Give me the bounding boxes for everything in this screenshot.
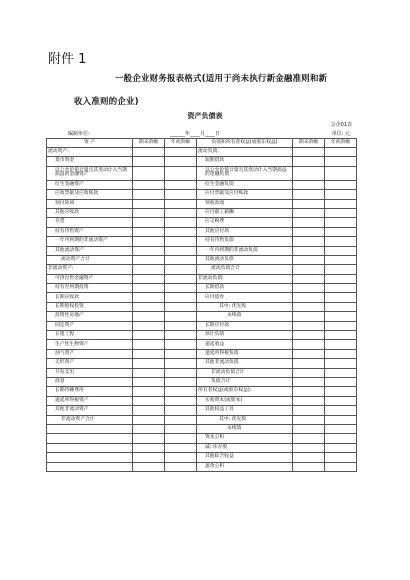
asset-item: 可供出售金融资产	[47, 274, 133, 283]
liability-item: 其中: 优先股	[197, 302, 293, 311]
asset-opening-cell	[165, 255, 197, 264]
liability-item: 递延收益	[197, 340, 293, 349]
asset-closing-cell	[133, 340, 165, 349]
liability-closing-cell	[293, 368, 325, 377]
table-row	[47, 293, 357, 302]
liability-item: 其他应付款	[197, 227, 293, 236]
asset-item: 非流动资产:	[47, 265, 133, 274]
asset-opening-cell	[165, 368, 197, 377]
liability-closing-cell	[293, 274, 325, 283]
asset-opening-cell	[165, 227, 197, 236]
liability-closing-cell	[293, 255, 325, 264]
asset-item: 持有待售资产	[47, 227, 133, 236]
liability-opening-cell	[325, 166, 357, 180]
document-title-line2: 收入准则的企业)	[74, 96, 139, 106]
header-asset-closing-balance: 期末余额	[133, 139, 165, 148]
asset-item: 递延所得税资产	[47, 396, 133, 405]
asset-closing-cell	[133, 462, 165, 471]
table-row	[47, 190, 357, 199]
header-assets: 资 产	[47, 139, 133, 148]
liability-item: 盈余公积	[197, 462, 293, 471]
asset-opening-cell	[165, 274, 197, 283]
asset-closing-cell	[133, 218, 165, 227]
liability-opening-cell	[325, 293, 357, 302]
asset-opening-cell	[165, 349, 197, 358]
table-row	[47, 284, 357, 293]
asset-opening-cell	[165, 218, 197, 227]
liability-item: 实收资本(或股本)	[197, 396, 293, 405]
liability-opening-cell	[325, 255, 357, 264]
liability-opening-cell	[325, 208, 357, 217]
liability-item: 其中: 优先股	[197, 415, 293, 424]
liability-opening-cell	[325, 284, 357, 293]
liability-closing-cell	[293, 302, 325, 311]
liability-opening-cell	[325, 331, 357, 340]
table-header-row	[47, 139, 357, 148]
asset-closing-cell	[133, 434, 165, 443]
liability-item: 一年内到期的非流动负债	[197, 246, 293, 255]
asset-item: 其他应收款	[47, 208, 133, 217]
liability-opening-cell	[325, 462, 357, 471]
asset-item: 无形资产	[47, 359, 133, 368]
liability-item: 应交税费	[197, 218, 293, 227]
liability-opening-cell	[325, 157, 357, 166]
liability-opening-cell	[325, 443, 357, 452]
asset-closing-cell	[133, 359, 165, 368]
liability-closing-cell	[293, 312, 325, 321]
statement-title: 资产负债表	[187, 112, 223, 120]
asset-closing-cell	[133, 190, 165, 199]
table-row	[47, 462, 357, 471]
asset-closing-cell	[133, 227, 165, 236]
liability-closing-cell	[293, 190, 325, 199]
table-row	[47, 340, 357, 349]
liability-opening-cell	[325, 265, 357, 274]
liability-opening-cell	[325, 321, 357, 330]
asset-item: 货币资金	[47, 157, 133, 166]
asset-opening-cell	[165, 406, 197, 415]
asset-opening-cell	[165, 462, 197, 471]
liability-item: 递延所得税负债	[197, 349, 293, 358]
liability-item: 资本公积	[197, 434, 293, 443]
asset-opening-cell	[165, 453, 197, 462]
liability-opening-cell	[325, 340, 357, 349]
currency-unit-label: 单位: 元	[331, 131, 350, 137]
liability-closing-cell	[293, 208, 325, 217]
liability-item: 减: 库存股	[197, 443, 293, 452]
liability-opening-cell	[325, 377, 357, 386]
asset-closing-cell	[133, 293, 165, 302]
table-row	[47, 255, 357, 264]
liability-item: 应付职工薪酬	[197, 208, 293, 217]
table-row	[47, 321, 357, 330]
asset-item	[47, 443, 133, 452]
liability-opening-cell	[325, 199, 357, 208]
liability-opening-cell	[325, 246, 357, 255]
liability-closing-cell	[293, 180, 325, 189]
asset-opening-cell	[165, 208, 197, 217]
asset-opening-cell	[165, 265, 197, 274]
liability-opening-cell	[325, 218, 357, 227]
liability-opening-cell	[325, 237, 357, 246]
liability-item: 以公允价值计量且其变动计入当期损益的金融负债	[197, 166, 293, 180]
asset-opening-cell	[165, 190, 197, 199]
table-row	[47, 331, 357, 340]
asset-opening-cell	[165, 331, 197, 340]
table-row	[47, 368, 357, 377]
asset-closing-cell	[133, 377, 165, 386]
liability-item: 其他综合收益	[197, 453, 293, 462]
liability-item: 所有者权益(或股东权益):	[197, 387, 293, 396]
asset-opening-cell	[165, 387, 197, 396]
asset-closing-cell	[133, 180, 165, 189]
asset-closing-cell	[133, 415, 165, 424]
asset-item: 投资性房地产	[47, 312, 133, 321]
header-asset-opening-balance: 年初余额	[165, 139, 197, 148]
date-line: ______年____月____日	[170, 131, 221, 137]
asset-opening-cell	[165, 157, 197, 166]
asset-closing-cell	[133, 148, 165, 157]
liability-item: 其他权益工具	[197, 406, 293, 415]
liability-opening-cell	[325, 312, 357, 321]
liability-opening-cell	[325, 387, 357, 396]
table-row	[47, 218, 357, 227]
table-row	[47, 312, 357, 321]
liability-opening-cell	[325, 406, 357, 415]
liability-closing-cell	[293, 462, 325, 471]
liability-item: 持有待售负债	[197, 237, 293, 246]
asset-closing-cell	[133, 368, 165, 377]
liability-item: 其他流动负债	[197, 255, 293, 264]
liability-closing-cell	[293, 424, 325, 433]
liability-item: 长期借款	[197, 284, 293, 293]
asset-opening-cell	[165, 321, 197, 330]
header-liabilities-equity: 负债和所有者权益(或股东权益)	[197, 139, 293, 148]
table-row	[47, 157, 357, 166]
asset-opening-cell	[165, 434, 197, 443]
asset-item: 在建工程	[47, 331, 133, 340]
table-row	[47, 443, 357, 452]
table-row	[47, 265, 357, 274]
liability-opening-cell	[325, 302, 357, 311]
liability-closing-cell	[293, 227, 325, 236]
liability-closing-cell	[293, 406, 325, 415]
asset-item: 持有至到期投资	[47, 284, 133, 293]
preparer-unit-label: 编制单位:	[68, 131, 90, 137]
asset-item: 生产性生物资产	[47, 340, 133, 349]
table-row	[47, 246, 357, 255]
asset-opening-cell	[165, 284, 197, 293]
asset-opening-cell	[165, 377, 197, 386]
liability-item: 衍生金融负债	[197, 180, 293, 189]
liability-item: 应付债券	[197, 293, 293, 302]
asset-opening-cell	[165, 415, 197, 424]
asset-opening-cell	[165, 293, 197, 302]
liability-opening-cell	[325, 180, 357, 189]
asset-closing-cell	[133, 274, 165, 283]
asset-closing-cell	[133, 312, 165, 321]
table-row	[47, 208, 357, 217]
liability-closing-cell	[293, 415, 325, 424]
table-row	[47, 180, 357, 189]
liability-opening-cell	[325, 453, 357, 462]
liability-closing-cell	[293, 246, 325, 255]
table-row	[47, 453, 357, 462]
asset-item: 预付款项	[47, 199, 133, 208]
asset-closing-cell	[133, 424, 165, 433]
liability-opening-cell	[325, 359, 357, 368]
asset-closing-cell	[133, 387, 165, 396]
liability-closing-cell	[293, 265, 325, 274]
liability-closing-cell	[293, 387, 325, 396]
asset-opening-cell	[165, 312, 197, 321]
liability-opening-cell	[325, 396, 357, 405]
liability-closing-cell	[293, 157, 325, 166]
liability-item: 预收款项	[197, 199, 293, 208]
asset-opening-cell	[165, 302, 197, 311]
asset-closing-cell	[133, 349, 165, 358]
liability-item: 长期应付款	[197, 321, 293, 330]
asset-item: 长期应收款	[47, 293, 133, 302]
asset-closing-cell	[133, 331, 165, 340]
liability-opening-cell	[325, 368, 357, 377]
liability-opening-cell	[325, 424, 357, 433]
liability-closing-cell	[293, 166, 325, 180]
table-row	[47, 396, 357, 405]
table-row	[47, 349, 357, 358]
attachment-label: 附件 1	[48, 52, 87, 67]
asset-closing-cell	[133, 302, 165, 311]
liability-closing-cell	[293, 340, 325, 349]
asset-item	[47, 462, 133, 471]
table-row	[47, 434, 357, 443]
liability-item: 流动负债:	[197, 148, 293, 157]
asset-closing-cell	[133, 166, 165, 180]
asset-item: 应收票据及应收账款	[47, 190, 133, 199]
asset-opening-cell	[165, 359, 197, 368]
asset-item: 其他流动资产	[47, 246, 133, 255]
liability-closing-cell	[293, 331, 325, 340]
asset-item: 开发支出	[47, 368, 133, 377]
asset-closing-cell	[133, 321, 165, 330]
balance-sheet-table	[46, 138, 357, 472]
liability-opening-cell	[325, 190, 357, 199]
liability-closing-cell	[293, 396, 325, 405]
liability-closing-cell	[293, 148, 325, 157]
asset-item: 衍生金融资产	[47, 180, 133, 189]
table-row	[47, 424, 357, 433]
form-number: 会企01表	[330, 122, 352, 128]
asset-closing-cell	[133, 157, 165, 166]
liability-opening-cell	[325, 148, 357, 157]
asset-closing-cell	[133, 284, 165, 293]
asset-closing-cell	[133, 443, 165, 452]
liability-closing-cell	[293, 218, 325, 227]
asset-closing-cell	[133, 246, 165, 255]
liability-closing-cell	[293, 434, 325, 443]
asset-opening-cell	[165, 199, 197, 208]
liability-closing-cell	[293, 199, 325, 208]
asset-item: 固定资产	[47, 321, 133, 330]
table-row	[47, 237, 357, 246]
asset-closing-cell	[133, 265, 165, 274]
table-row	[47, 387, 357, 396]
asset-closing-cell	[133, 453, 165, 462]
asset-closing-cell	[133, 208, 165, 217]
liability-closing-cell	[293, 377, 325, 386]
liability-closing-cell	[293, 237, 325, 246]
asset-item: 长期待摊费用	[47, 387, 133, 396]
asset-opening-cell	[165, 148, 197, 157]
liability-closing-cell	[293, 453, 325, 462]
liability-item: 负债合计	[197, 377, 293, 386]
asset-opening-cell	[165, 237, 197, 246]
liability-item: 非流动负债:	[197, 274, 293, 283]
asset-item: 存货	[47, 218, 133, 227]
asset-item: 以公允价值计量且其变动计入当期损益的金融资产	[47, 166, 133, 180]
liability-opening-cell	[325, 227, 357, 236]
asset-item	[47, 424, 133, 433]
asset-opening-cell	[165, 443, 197, 452]
table-row	[47, 227, 357, 236]
liability-closing-cell	[293, 443, 325, 452]
table-row	[47, 377, 357, 386]
asset-item: 非流动资产合计	[47, 415, 133, 424]
asset-opening-cell	[165, 166, 197, 180]
header-liability-opening-balance: 年初余额	[325, 139, 357, 148]
table-row	[47, 415, 357, 424]
asset-item	[47, 434, 133, 443]
liability-item: 应付票据及应付账款	[197, 190, 293, 199]
liability-closing-cell	[293, 284, 325, 293]
table-row	[47, 302, 357, 311]
table-row	[47, 359, 357, 368]
header-liability-closing-balance: 期末余额	[293, 139, 325, 148]
asset-item: 一年内到期的非流动资产	[47, 237, 133, 246]
asset-item: 其他非流动资产	[47, 406, 133, 415]
asset-item: 流动资产:	[47, 148, 133, 157]
liability-item: 永续债	[197, 312, 293, 321]
table-row	[47, 406, 357, 415]
liability-opening-cell	[325, 415, 357, 424]
asset-closing-cell	[133, 396, 165, 405]
liability-opening-cell	[325, 349, 357, 358]
table-row	[47, 199, 357, 208]
asset-opening-cell	[165, 180, 197, 189]
asset-opening-cell	[165, 246, 197, 255]
table-row	[47, 148, 357, 157]
asset-closing-cell	[133, 199, 165, 208]
asset-item	[47, 453, 133, 462]
table-row	[47, 166, 357, 180]
liability-closing-cell	[293, 321, 325, 330]
asset-item: 商誉	[47, 377, 133, 386]
asset-closing-cell	[133, 237, 165, 246]
asset-item: 长期股权投资	[47, 302, 133, 311]
asset-closing-cell	[133, 255, 165, 264]
liability-item: 流动负债合计	[197, 265, 293, 274]
liability-opening-cell	[325, 274, 357, 283]
asset-opening-cell	[165, 396, 197, 405]
liability-item: 非流动负债合计	[197, 368, 293, 377]
liability-closing-cell	[293, 293, 325, 302]
liability-item: 永续债	[197, 424, 293, 433]
asset-opening-cell	[165, 424, 197, 433]
asset-item: 流动资产合计	[47, 255, 133, 264]
liability-closing-cell	[293, 359, 325, 368]
asset-item: 油气资产	[47, 349, 133, 358]
liability-item: 预计负债	[197, 331, 293, 340]
liability-item: 短期借款	[197, 157, 293, 166]
liability-item: 其他非流动负债	[197, 359, 293, 368]
document-title-line1: 一般企业财务报表格式(适用于尚未执行新金融准则和新	[115, 73, 328, 83]
asset-closing-cell	[133, 406, 165, 415]
asset-opening-cell	[165, 340, 197, 349]
liability-opening-cell	[325, 434, 357, 443]
liability-closing-cell	[293, 349, 325, 358]
table-row	[47, 274, 357, 283]
